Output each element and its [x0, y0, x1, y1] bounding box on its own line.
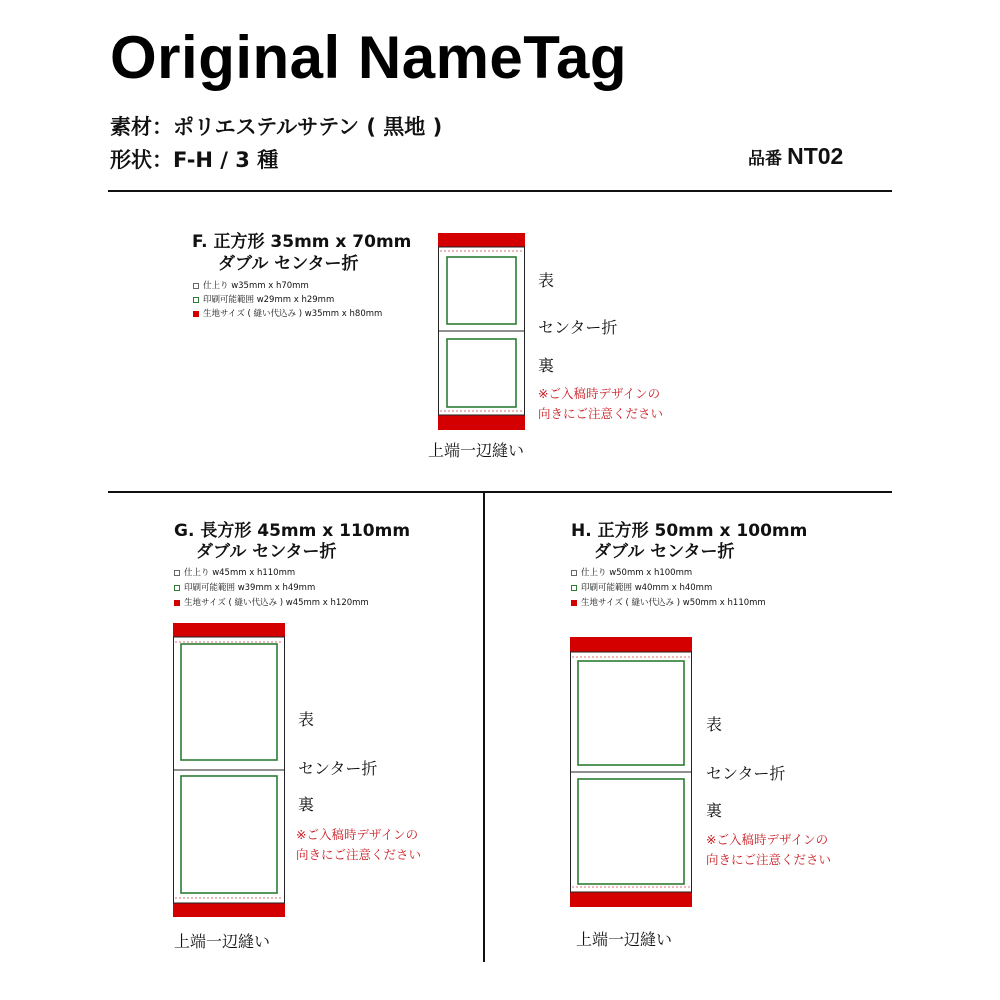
panel-f-legend-finish: 仕上り w35mm x h70mm	[193, 282, 309, 291]
panel-h-legend-finish: 仕上り w50mm x h100mm	[571, 569, 692, 578]
green-square-icon	[193, 297, 199, 303]
panel-h-legend-fabric: 生地サイズ ( 縫い代込み ) w50mm x h110mm	[571, 599, 766, 608]
panel-f-sewn-label: 上端一辺縫い	[428, 441, 525, 460]
panel-g-note-line2: 向きにご注意ください	[296, 847, 422, 862]
row-divider	[108, 491, 892, 493]
green-square-icon	[174, 585, 180, 591]
shape-spec: 形状：F-H / 3 種	[110, 148, 279, 172]
panel-f-note-line1: ※ご入稿時デザインの	[538, 386, 661, 401]
column-divider	[483, 492, 485, 962]
panel-g-tag-diagram	[173, 623, 285, 917]
panel-h-tag-diagram	[570, 637, 692, 907]
panel-g-legend-fabric: 生地サイズ ( 縫い代込み ) w45mm x h120mm	[174, 599, 369, 608]
bottom-fabric-margin	[173, 903, 285, 917]
top-fabric-margin	[173, 623, 285, 637]
panel-g-sewn-label: 上端一辺縫い	[174, 932, 271, 951]
panel-h-back-label: 裏	[706, 801, 723, 820]
panel-g-title: G. 長方形 45mm x 110mm	[174, 521, 411, 541]
white-square-icon	[571, 570, 577, 576]
green-square-icon	[571, 585, 577, 591]
white-square-icon	[193, 283, 199, 289]
panel-f-center-fold-label: センター折	[538, 318, 618, 337]
panel-g-back-label: 裏	[298, 795, 315, 814]
panel-g-front-label: 表	[298, 710, 315, 729]
panel-f-legend-fabric: 生地サイズ ( 縫い代込み ) w35mm x h80mm	[193, 310, 382, 319]
page-title: Original NameTag	[110, 24, 628, 91]
bottom-fabric-margin	[570, 892, 692, 907]
panel-f-back-label: 裏	[538, 356, 555, 375]
top-fabric-margin	[570, 637, 692, 652]
red-square-icon	[174, 600, 180, 606]
panel-h-note-line1: ※ご入稿時デザインの	[706, 832, 829, 847]
product-code-value: NT02	[787, 143, 844, 169]
bottom-fabric-margin	[438, 415, 525, 430]
panel-h-title: H. 正方形 50mm x 100mm	[571, 521, 808, 541]
panel-h-sewn-label: 上端一辺縫い	[576, 930, 673, 949]
panel-h-note-line2: 向きにご注意ください	[706, 852, 832, 867]
panel-h-subtitle: ダブル センター折	[594, 542, 735, 562]
white-square-icon	[174, 570, 180, 576]
material-spec: 素材：ポリエステルサテン ( 黒地 )	[110, 115, 443, 139]
panel-g-legend-finish: 仕上り w45mm x h110mm	[174, 569, 295, 578]
panel-h-legend-print: 印刷可能範囲 w40mm x h40mm	[571, 584, 712, 593]
panel-h-center-fold-label: センター折	[706, 764, 786, 783]
panel-g-note-line1: ※ご入稿時デザインの	[296, 827, 419, 842]
panel-f-tag-diagram	[438, 233, 525, 430]
panel-f-subtitle: ダブル センター折	[218, 254, 359, 274]
panel-f-title: F. 正方形 35mm x 70mm	[192, 232, 412, 252]
product-code-label: 品番	[748, 149, 782, 169]
top-fabric-margin	[438, 233, 525, 247]
panel-h-front-label: 表	[706, 715, 723, 734]
panel-g-subtitle: ダブル センター折	[196, 542, 337, 562]
panel-g-legend-print: 印刷可能範囲 w39mm x h49mm	[174, 584, 315, 593]
panel-f-legend-print: 印刷可能範囲 w29mm x h29mm	[193, 296, 334, 305]
panel-g-center-fold-label: センター折	[298, 759, 378, 778]
product-code	[748, 143, 843, 170]
red-square-icon	[571, 600, 577, 606]
panel-f-note-line2: 向きにご注意ください	[538, 406, 664, 421]
panel-f-front-label: 表	[538, 271, 555, 290]
header-divider	[108, 190, 892, 192]
red-square-icon	[193, 311, 199, 317]
